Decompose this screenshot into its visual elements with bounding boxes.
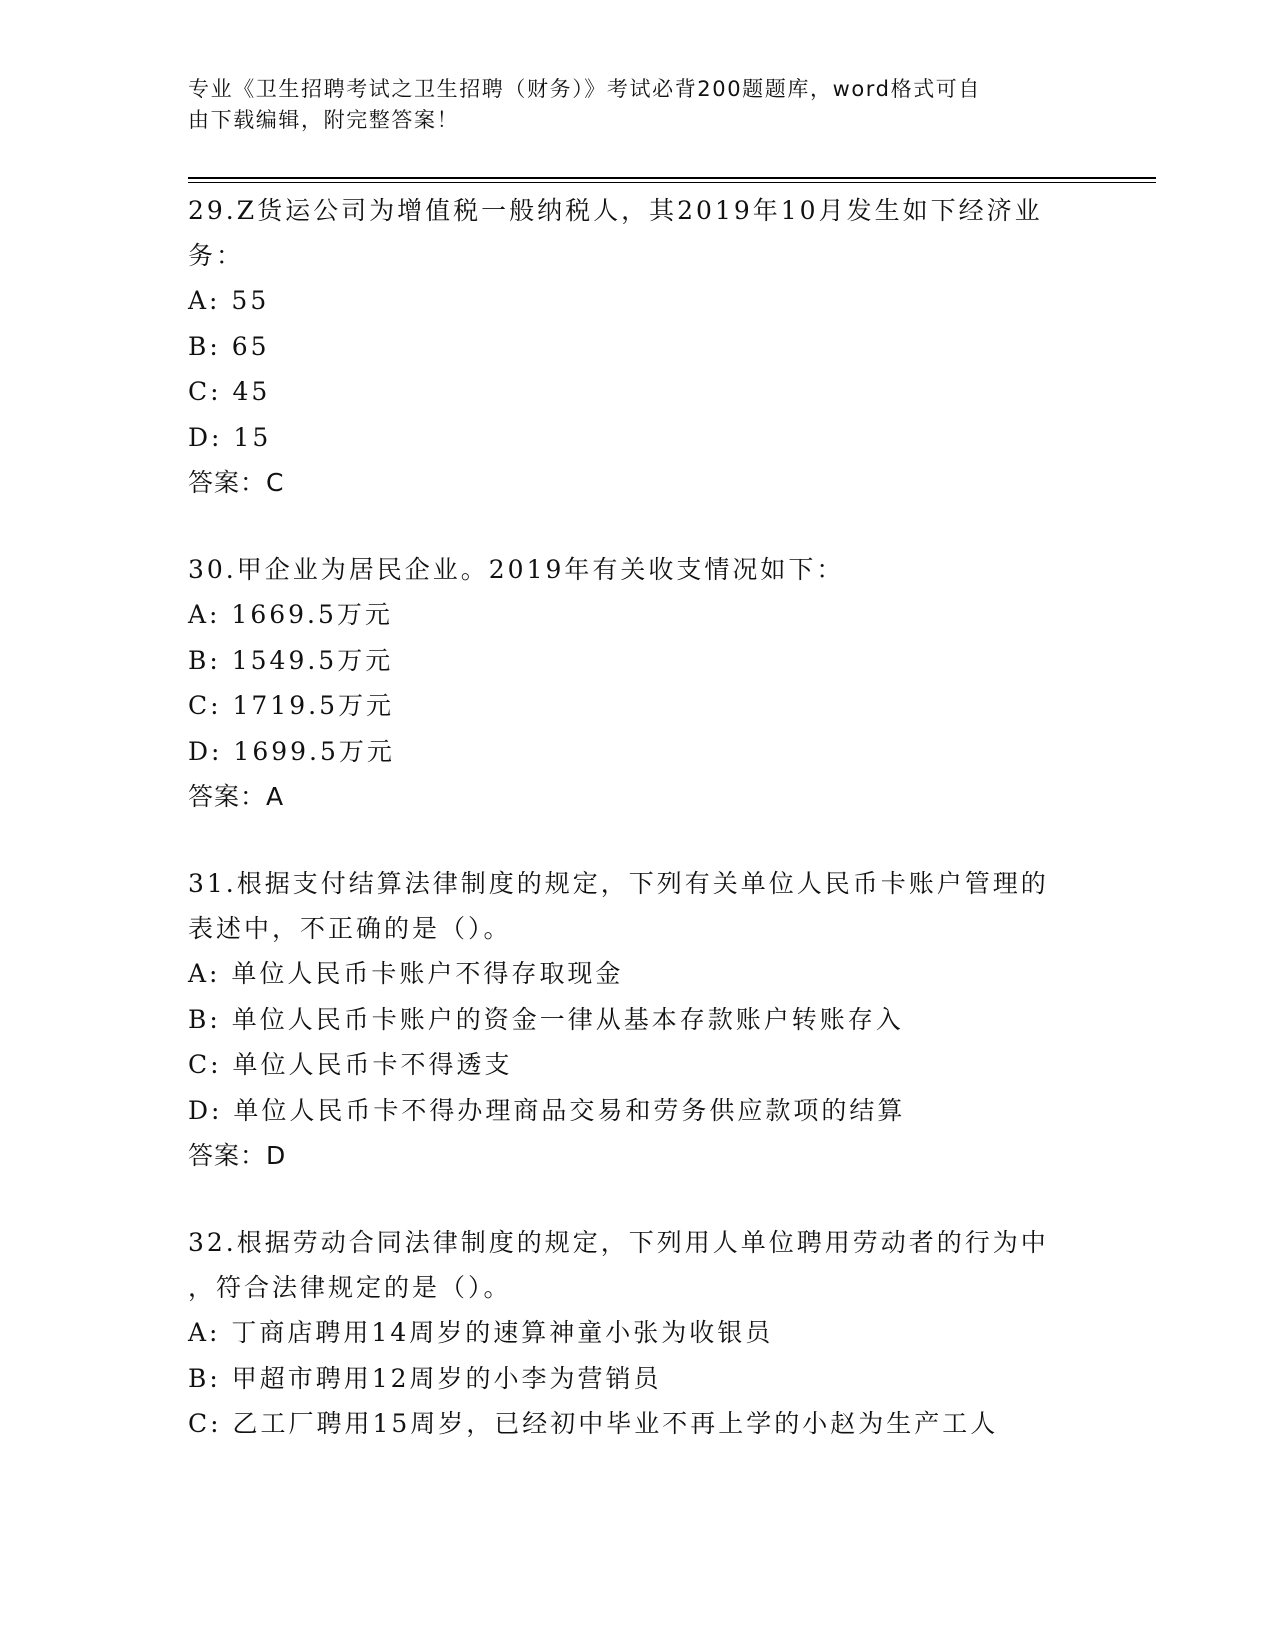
header-divider-thick xyxy=(188,177,1156,179)
option-d: D: 15 xyxy=(188,422,272,452)
question-29 xyxy=(188,188,1088,505)
document-header xyxy=(188,74,1068,136)
header-divider-thin xyxy=(188,182,1156,183)
header-line-1: 专业《卫生招聘考试之卫生招聘（财务）》考试必背200题题库，word格式可自 xyxy=(188,77,981,101)
question-stem-continued: ，符合法律规定的是（）。 xyxy=(188,1273,512,1302)
header-line-2: 由下载编辑，附完整答案！ xyxy=(188,108,460,132)
question-stem-continued: 务： xyxy=(188,241,245,270)
option-a: A: 1669.5万元 xyxy=(188,600,393,629)
question-list xyxy=(188,188,1088,1489)
answer-line: 答案：C xyxy=(188,468,285,497)
option-c: C: 乙工厂聘用15周岁，已经初中毕业不再上学的小赵为生产工人 xyxy=(188,1409,999,1438)
question-stem: 30.甲企业为居民企业。2019年有关收支情况如下： xyxy=(188,555,845,584)
option-a: A: 单位人民币卡账户不得存取现金 xyxy=(188,959,624,988)
option-d: D: 单位人民币卡不得办理商品交易和劳务供应款项的结算 xyxy=(188,1095,906,1125)
question-stem: 29.Z货运公司为增值税一般纳税人，其2019年10月发生如下经济业 xyxy=(188,196,1043,225)
question-stem: 31.根据支付结算法律制度的规定，下列有关单位人民币卡账户管理的 xyxy=(188,869,1049,898)
question-32 xyxy=(188,1220,1088,1447)
option-a: A: 丁商店聘用14周岁的速算神童小张为收银员 xyxy=(188,1318,774,1347)
option-b: B: 单位人民币卡账户的资金一律从基本存款账户转账存入 xyxy=(188,1004,904,1034)
option-b: B: 1549.5万元 xyxy=(188,645,394,675)
answer-line: 答案：D xyxy=(188,1141,287,1170)
option-b: B: 65 xyxy=(188,331,270,361)
question-30 xyxy=(188,547,1088,819)
option-c: C: 单位人民币卡不得透支 xyxy=(188,1050,513,1079)
option-a: A: 55 xyxy=(188,286,270,315)
question-31 xyxy=(188,861,1088,1178)
question-stem: 32.根据劳动合同法律制度的规定，下列用人单位聘用劳动者的行为中 xyxy=(188,1228,1049,1257)
option-c: C: 1719.5万元 xyxy=(188,691,394,720)
option-b: B: 甲超市聘用12周岁的小李为营销员 xyxy=(188,1363,662,1393)
question-stem-continued: 表述中，不正确的是（）。 xyxy=(188,914,512,943)
option-c: C: 45 xyxy=(188,377,271,406)
answer-line: 答案：A xyxy=(188,782,285,811)
option-d: D: 1699.5万元 xyxy=(188,736,395,766)
